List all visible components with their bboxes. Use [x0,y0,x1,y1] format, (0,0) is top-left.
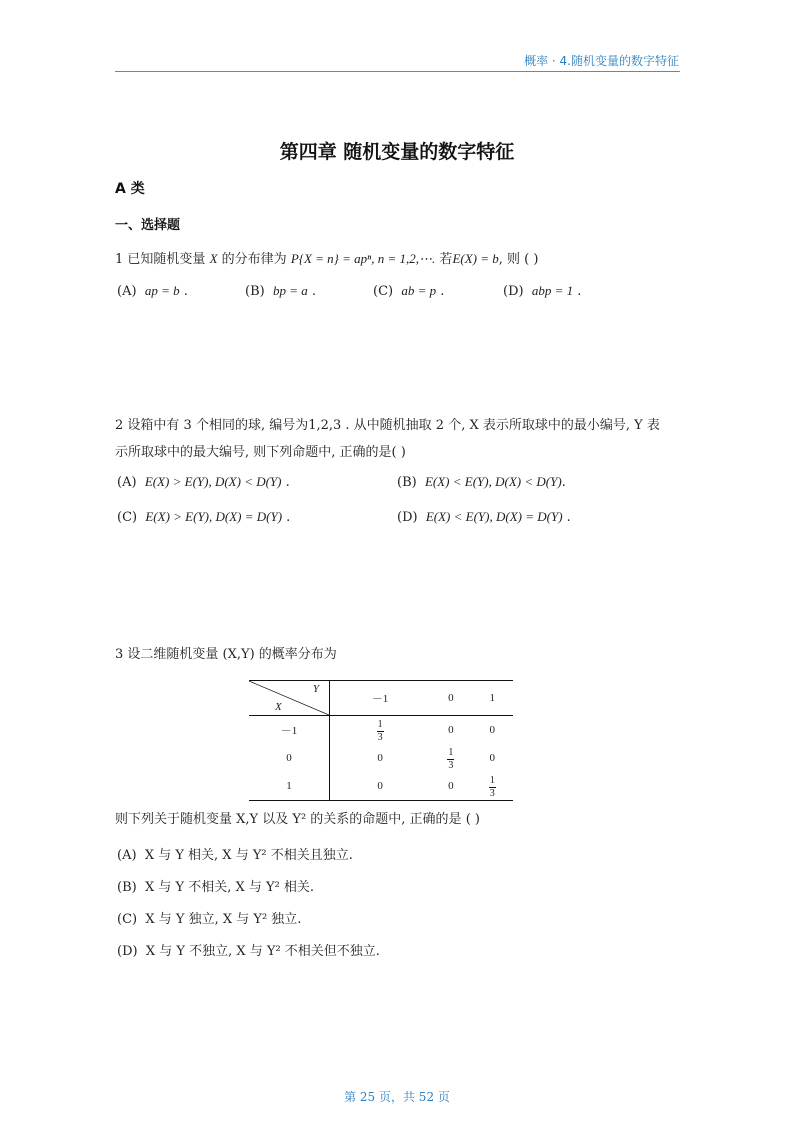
table-cell [472,772,513,801]
option-label: (C) [117,912,138,927]
fraction-numerator: 1 [489,774,495,786]
fraction-numerator: 1 [448,746,454,758]
option-label: (C) [117,510,138,525]
option-expr: ab = p [401,283,437,298]
option-label: (B) [397,475,417,490]
table-cell [330,716,431,745]
q3-option-a [117,844,353,863]
subsection-heading: 一、选择题 [115,218,181,233]
option-label: (A) [117,475,137,490]
option-label: (D) [117,944,138,959]
q3-question: 则下列关于随机变量 X,Y 以及 Y² 的关系的命题中, 正确的是 ( ) [115,812,480,827]
fraction [377,720,384,743]
table-cell: 0 [448,724,454,736]
page-footer: 第 25 页，共 52 页 [344,1090,450,1104]
fraction-denominator: 3 [448,759,454,771]
option-label: (C) [373,284,394,299]
option-expr: bp = a [272,283,308,298]
q3-option-c [117,908,301,927]
option-text: X 与 Y 相关, X 与 Y² 不相关且独立. [144,848,353,863]
q2-option-d [397,509,571,525]
q1-cond: E(X) = b [452,251,499,266]
q1-option-b [245,283,316,299]
table-corner [249,681,330,716]
fraction-numerator: 1 [377,718,383,730]
option-end: . [577,284,582,299]
q3-option-d [117,940,380,959]
option-expr: ap = b [144,283,180,298]
table-row [249,744,513,772]
option-expr: E(X) > E(Y), D(X) = D(Y) [145,509,283,524]
q2-option-b [397,474,566,490]
table-cell: 0 [377,752,383,764]
q3-intro: 3 设二维随机变量 (X,Y) 的概率分布为 [115,647,337,662]
table-cell [430,744,471,772]
row-header: 0 [249,744,330,772]
option-expr: E(X) < E(Y), D(X) < D(Y) [424,474,562,489]
row-header: 1 [249,772,330,801]
table-cell: 0 [489,752,496,764]
option-end: . [440,284,445,299]
q1-pre: 已知随机变量 [127,252,206,267]
option-text: X 与 Y 不独立, X 与 Y² 不相关但不独立. [145,944,380,959]
option-end: . [311,284,317,299]
table-row [249,716,513,745]
option-end: . [562,510,571,525]
corner-y-label: Y [312,683,319,695]
option-text: X 与 Y 独立, X 与 Y² 独立. [145,912,302,927]
option-label: (B) [117,880,137,895]
q1-var-x: X [209,251,218,266]
option-label: (B) [245,284,265,299]
running-header: 概率 · 4.随机变量的数字特征 [524,54,679,68]
q3-option-b [117,876,314,895]
option-expr: abp = 1 [531,283,574,298]
q2-line-1: 2 设箱中有 3 个相同的球, 编号为1,2,3 . 从中随机抽取 2 个, X 表示所取球中的最小编号, Y 表 [115,418,660,433]
option-end: . [282,510,291,525]
col-header: －1 [330,681,431,716]
option-label: (A) [117,848,137,863]
option-expr: E(X) < E(Y), D(X) = D(Y) [425,509,563,524]
fraction-denominator: 3 [489,787,495,799]
option-end: . [561,475,566,490]
q1-option-c [373,283,444,299]
header-rule [115,71,680,72]
option-end: . [183,284,188,299]
table-cell: 0 [330,772,431,801]
option-label: (D) [397,510,418,525]
corner-x-label: X [275,701,282,713]
question-1 [115,248,538,267]
q1-option-a [117,283,188,299]
table-row [249,772,513,801]
fraction-denominator: 3 [377,731,383,743]
option-text: X 与 Y 不相关, X 与 Y² 相关. [144,880,315,895]
probability-table [249,680,513,801]
q2-line-2: 示所取球中的最大编号, 则下列命题中, 正确的是( ) [115,445,406,460]
q1-mid: 的分布律为 [221,252,287,267]
col-header: 0 [430,681,471,716]
table-header-row [249,681,513,716]
q1-option-d [503,283,581,299]
q2-option-c [117,509,290,525]
option-expr: E(X) > E(Y), D(X) < D(Y) [144,474,282,489]
option-label: (A) [117,284,137,299]
q1-formula: P{X = n} = apⁿ, n = 1,2,⋯. [290,251,436,266]
col-header: 1 [472,681,513,716]
q1-number: 1 [115,252,124,267]
q1-if: 若 [439,252,453,267]
fraction [447,748,454,771]
table-cell: 0 [489,724,496,736]
q2-option-a [117,474,290,490]
section-heading: A 类 [115,181,145,197]
option-label: (D) [503,284,524,299]
row-header: －1 [249,716,330,745]
option-end: . [281,475,290,490]
q1-post: , 则 ( ) [498,252,539,267]
table-cell: 0 [430,772,471,801]
fraction [489,776,496,799]
chapter-title: 第四章 随机变量的数字特征 [279,141,515,163]
